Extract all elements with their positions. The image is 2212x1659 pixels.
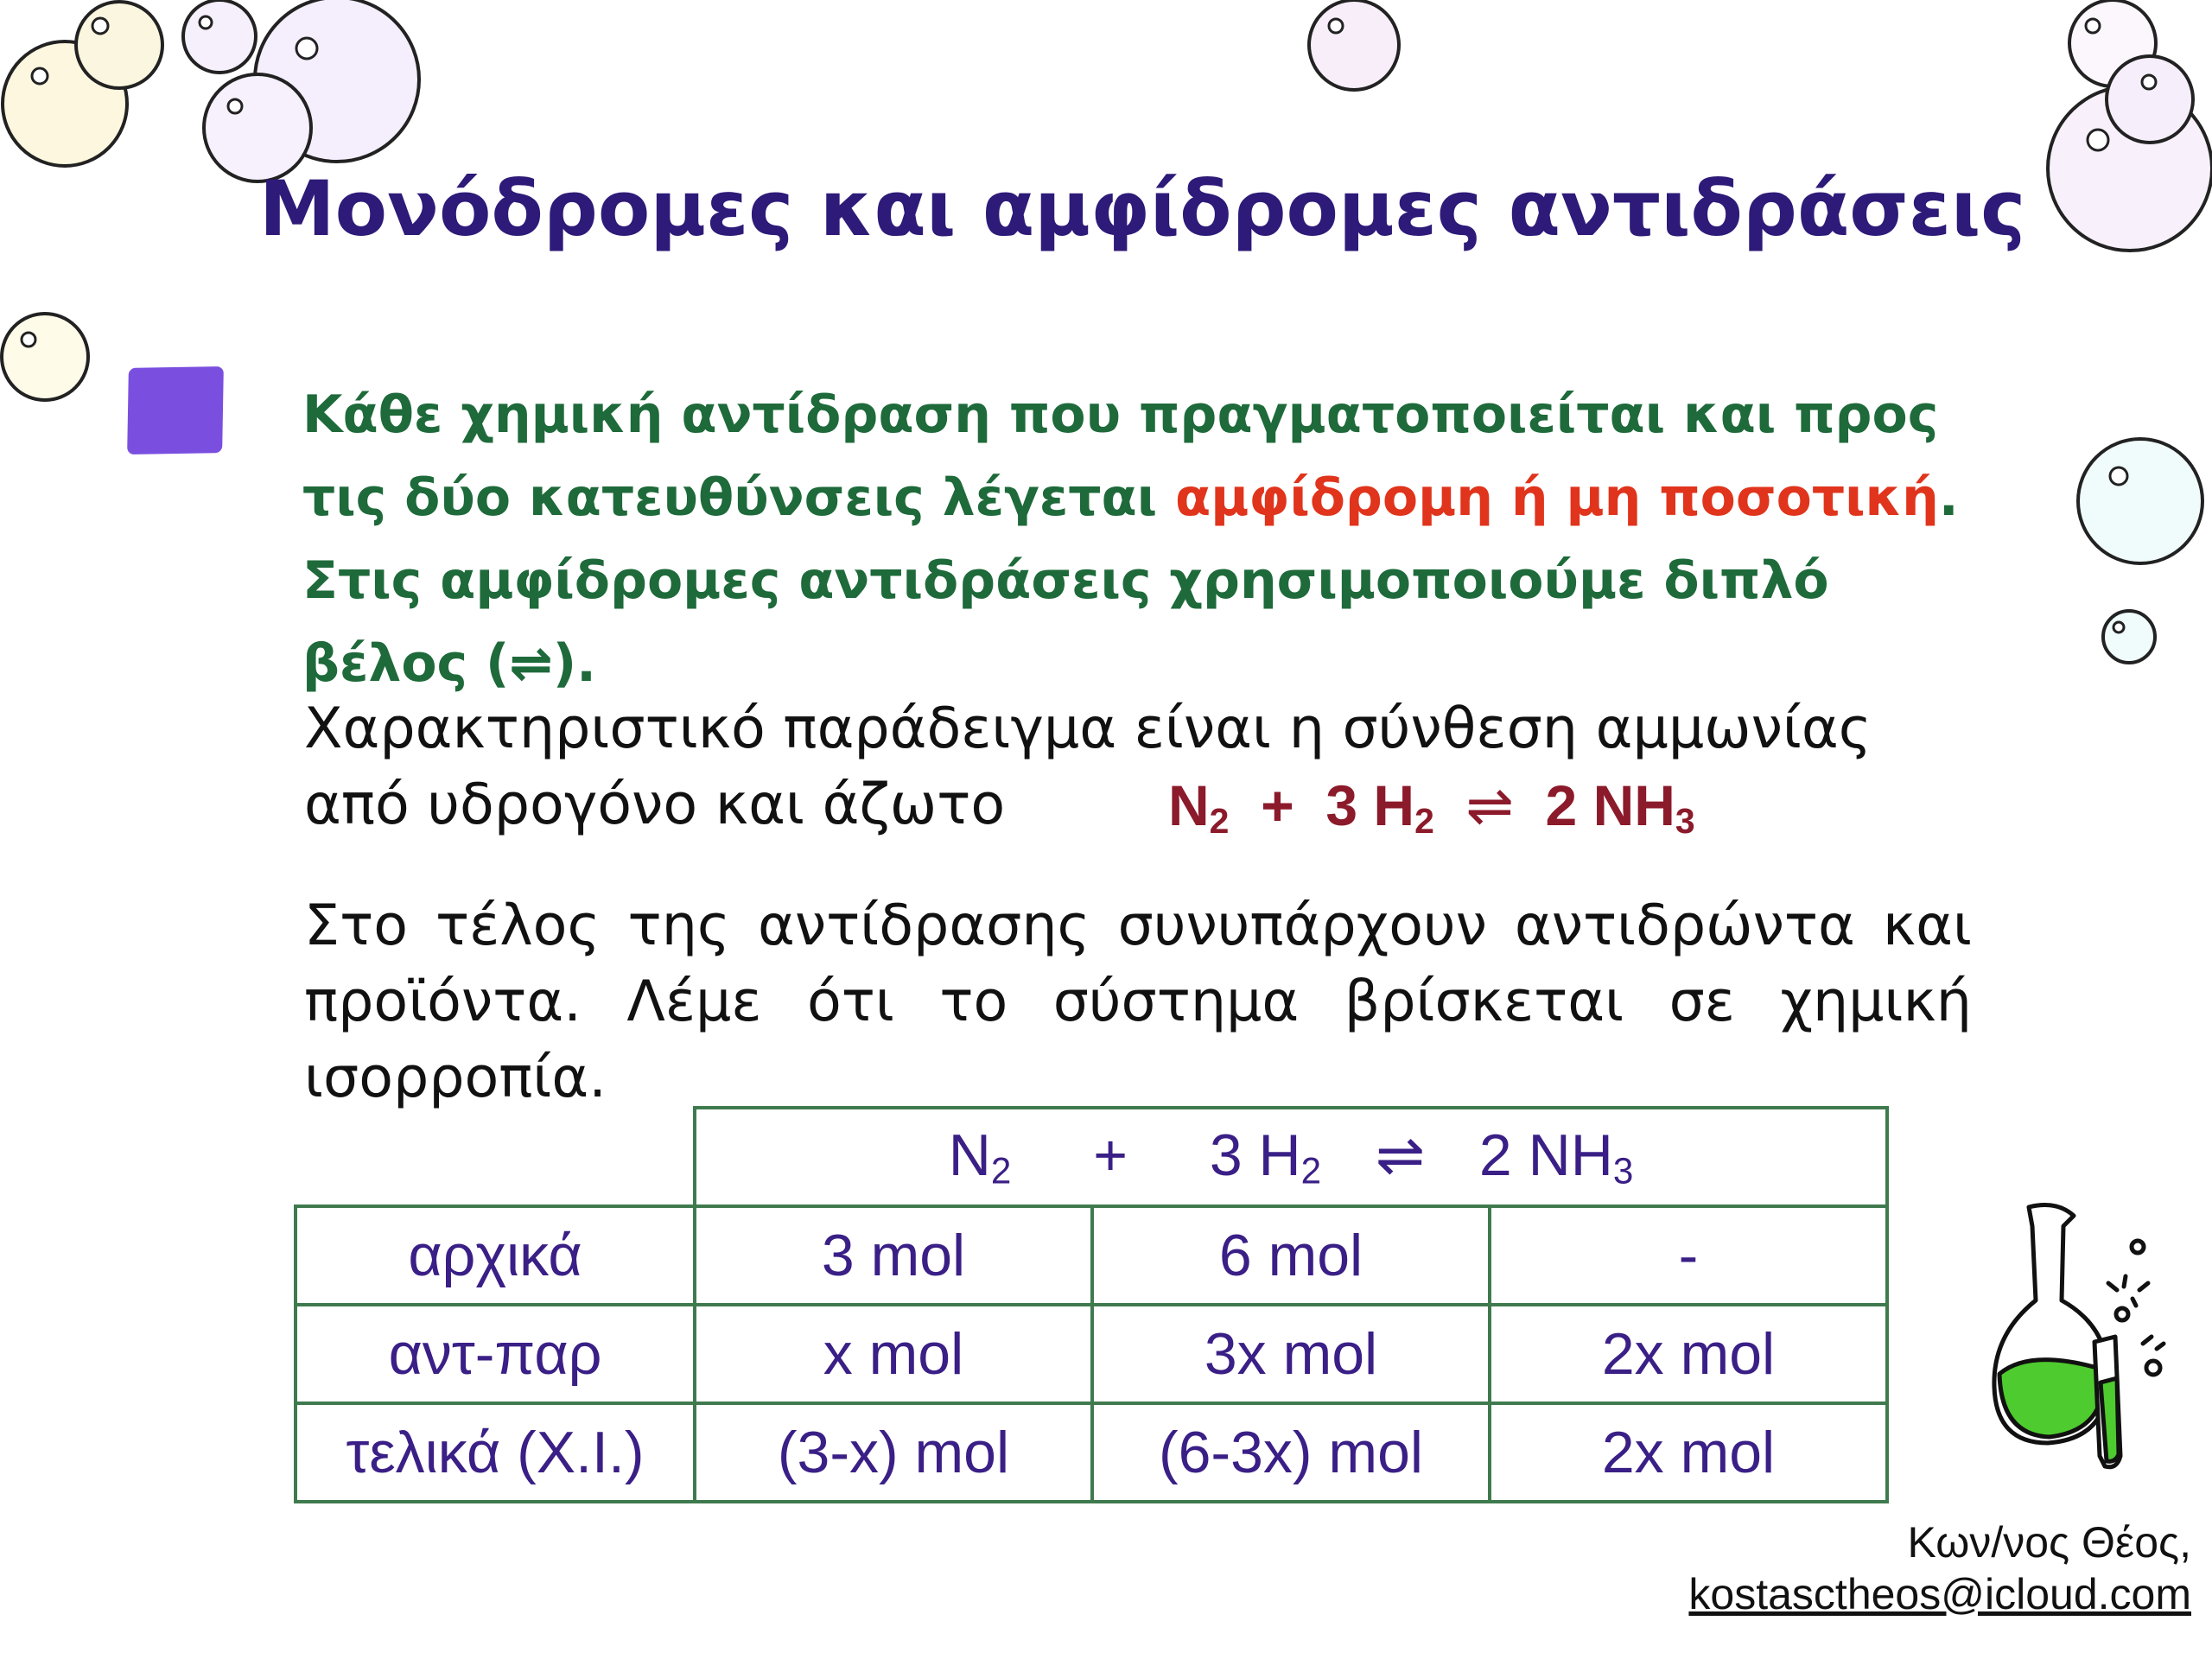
flask-icon (1979, 1197, 2186, 1473)
eq-nh3-subscript: 3 (1675, 801, 1695, 841)
equilibrium-paragraph: Στο τέλος της αντίδρασης συνυπάρχουν αντιδρώντα και προϊόντα. Λέμε ότι το σύστημα βρίσκεται σε χημική ισορροπία. (304, 893, 1972, 1110)
eq-h2: 3 H (1325, 773, 1415, 837)
author-email-link[interactable]: kostasctheos@icloud.com (1688, 1570, 2191, 1618)
table-row (296, 1403, 1887, 1502)
eq-n2-subscript: 2 (1209, 801, 1230, 841)
table-header-row (296, 1108, 1887, 1206)
eq-nh3: 2 NH (1545, 773, 1675, 837)
example-paragraph (304, 691, 1972, 843)
eq-n2: N (1168, 773, 1210, 837)
page-title: Μονόδρομες και αμφίδρομες αντιδράσεις (259, 164, 2026, 253)
equilibrium-table (294, 1106, 1889, 1503)
definition-text-start: Κάθε χημική αντίδραση που πραγματοποιείται και προς τις δύο κατευθύνσεις λέγεται (302, 385, 1939, 528)
th-double-arrow-icon: ⇌ (1376, 1122, 1425, 1189)
example-text: Χαρακτηριστικό παράδειγμα είναι η σύνθεση αμμωνίας από υδρογόνο και άζωτο (304, 696, 1872, 837)
cell-nh3: 2x mol (1490, 1305, 1887, 1403)
table-row (296, 1305, 1887, 1403)
eq-h2-subscript: 2 (1414, 801, 1434, 841)
cell-h2: 6 mol (1092, 1206, 1490, 1305)
th-nh3: 2 NH (1478, 1122, 1613, 1189)
th-nh3-subscript: 3 (1612, 1150, 1634, 1192)
th-h2-subscript: 2 (1300, 1150, 1322, 1192)
definition-period: . (576, 633, 596, 694)
table-row (296, 1206, 1887, 1305)
table-corner-cell (296, 1108, 695, 1206)
eq-double-arrow-icon: ⇌ (1465, 773, 1514, 837)
th-n2-subscript: 2 (990, 1150, 1012, 1192)
eq-plus: + (1261, 773, 1294, 837)
th-plus: + (1093, 1122, 1128, 1189)
square-bullet-icon (127, 366, 224, 454)
author-credit (1688, 1516, 2191, 1620)
row-label: αρχικά (296, 1206, 695, 1305)
cell-n2: 3 mol (695, 1206, 1092, 1305)
definition-highlight: αμφίδρομη ή μη ποσοτική (1175, 467, 1939, 528)
row-label: τελικά (Χ.Ι.) (296, 1403, 695, 1502)
ammonia-equation (1168, 767, 1695, 859)
definition-text-end: . Στις αμφίδρομες αντιδράσεις χρησιμοποιούμε διπλό βέλος (⇌) (302, 467, 1959, 694)
table-header-equation (695, 1108, 1887, 1206)
cell-n2: x mol (695, 1305, 1092, 1403)
cell-h2: 3x mol (1092, 1305, 1490, 1403)
cell-n2: (3-x) mol (695, 1403, 1092, 1502)
definition-paragraph (302, 373, 1970, 705)
cell-nh3: 2x mol (1490, 1403, 1887, 1502)
cell-nh3: - (1490, 1206, 1887, 1305)
cell-h2: (6-3x) mol (1092, 1403, 1490, 1502)
th-h2: 3 H (1209, 1122, 1301, 1189)
row-label: αντ-παρ (296, 1305, 695, 1403)
th-n2: N (948, 1122, 991, 1189)
author-name: Κων/νος Θέος, (1907, 1518, 2191, 1567)
